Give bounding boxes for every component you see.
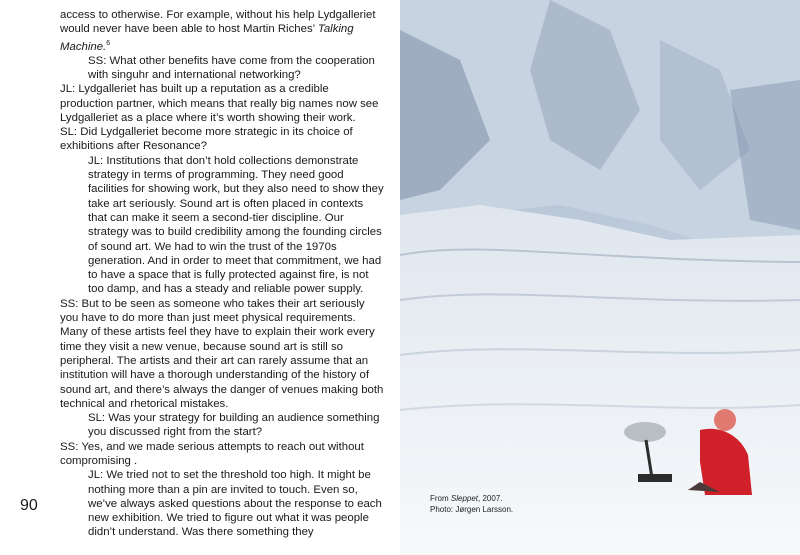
italic-text: Talking Machine. <box>60 23 354 53</box>
text-segment: SL: Was your strategy for building an audience something you discussed right from the start? <box>88 412 380 439</box>
paragraph <box>60 440 385 469</box>
paragraph <box>60 411 385 440</box>
glacier-illustration <box>400 0 800 555</box>
paragraph <box>60 468 385 539</box>
text-segment: JL: Institutions that don’t hold collections demonstrate strategy in terms of programming. They need good facilities for showing work, but they also need to show they take art seriously. Sound art is often placed in contexts that can make it seem a second-tier discipline. Our strategy was to build credibility among the founding circles of sound art. We had to win the trust of the 1970s generation. And in order to meet that commitment, we had to have a space that is fully protected against fire, is not too damp, and has a steady and reliable power supply. <box>88 154 384 296</box>
text-segment: SS: But to be seen as someone who takes their art seriously you have to do more than just meet physical requirements. Many of these artists feel they have to explain their work every time they visit a new venue, because sound art is still so peripheral. The artists and their art can rarely assume that an institution will have a thorough understanding of the history of sound art, and there’s always the danger of venues making both technical and rhetorical mistakes. <box>60 297 384 410</box>
text-segment: JL: Lydgalleriet has built up a reputation as a credible production partner, which means that really big names now see Lydgalleriet as a place where it’s worth showing their work. <box>60 83 379 124</box>
caption-credit: Photo: Jørgen Larsson. <box>430 504 514 514</box>
paragraph <box>60 125 385 154</box>
text-segment: SL: Did Lydgalleriet become more strategic in its choice of exhibitions after Resonance? <box>60 126 353 153</box>
interview-text <box>60 8 385 540</box>
page-number: 90 <box>20 497 38 514</box>
paragraph <box>60 8 385 54</box>
paragraph <box>60 82 385 125</box>
glacier-photo <box>400 0 800 555</box>
text-segment: access to otherwise. For example, without his help Lydgalleriet would never have been able to host Martin Riches’ <box>60 9 376 36</box>
text-segment: SS: What other benefits have come from the cooperation with singuhr and international networking? <box>88 54 375 81</box>
footnote-marker: 6 <box>106 39 111 47</box>
paragraph <box>60 54 385 83</box>
paragraph <box>60 154 385 297</box>
paragraph <box>60 297 385 411</box>
caption-line-1: From Sleppet, 2007. <box>430 494 503 503</box>
text-segment: JL: We tried not to set the threshold too high. It might be nothing more than a pin are invited to touch. Even so, we’ve always asked questions about the response to each new exhibition. We tried to figure out what it was people didn’t understand. Was there something they <box>88 469 382 539</box>
photo-caption <box>430 494 513 515</box>
text-segment: SS: Yes, and we made serious attempts to reach out without compromising . <box>60 440 364 467</box>
